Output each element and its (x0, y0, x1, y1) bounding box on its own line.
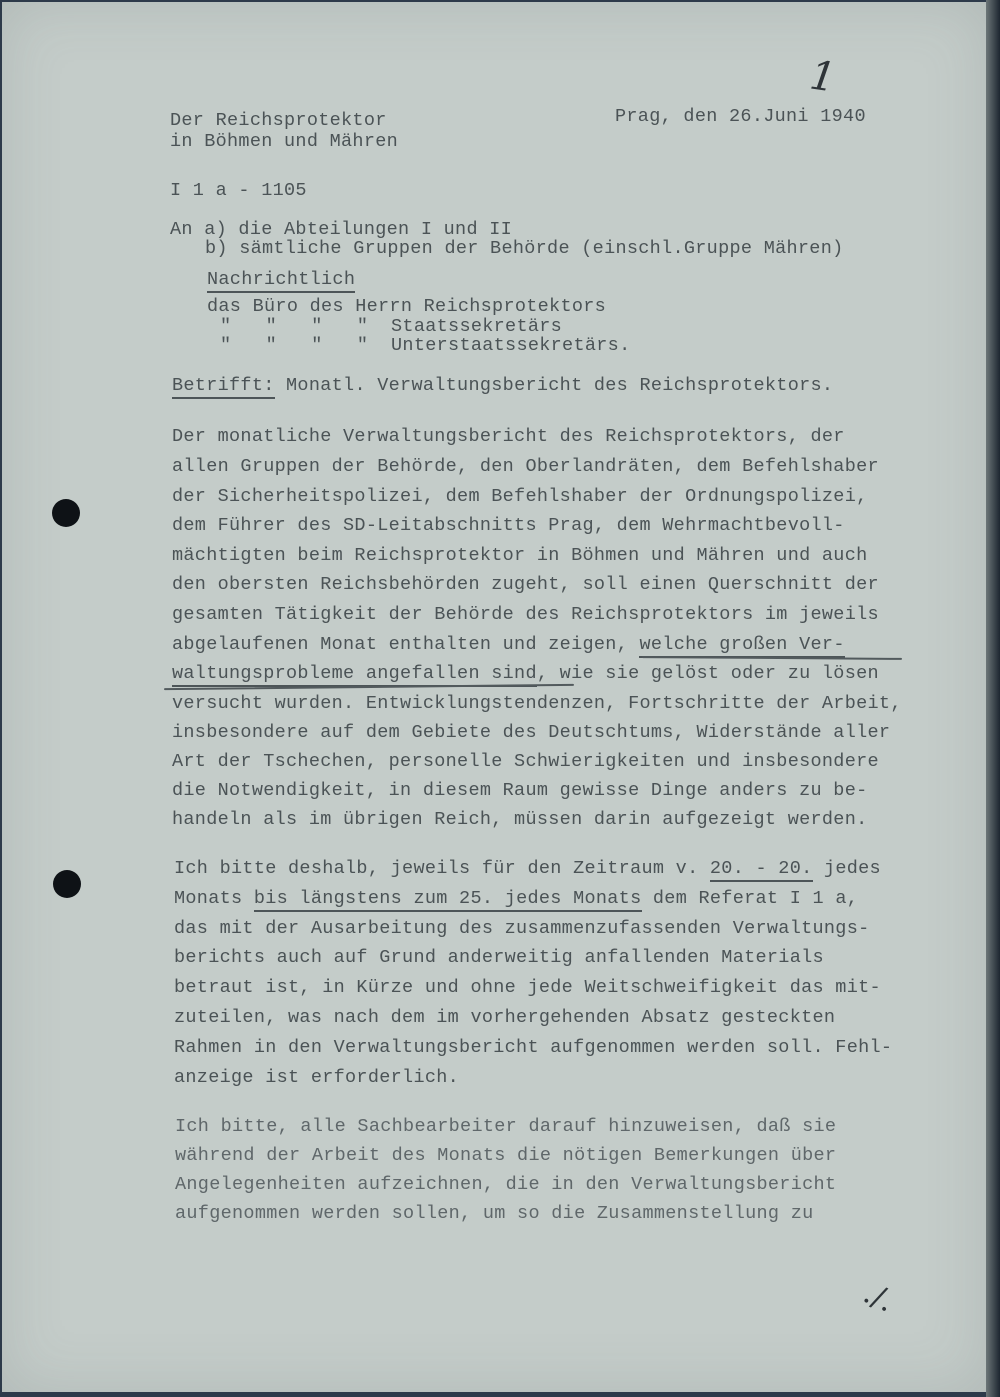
info-line-3: " " " " Unterstaatssekretärs. (220, 335, 631, 356)
paragraph-1-line: Art der Tschechen, personelle Schwierigkeiten und insbesondere (172, 751, 879, 772)
underlined-phrase: bis längstens zum 25. jedes Monats (254, 888, 642, 912)
punch-hole (53, 870, 81, 898)
paragraph-1-line: die Notwendigkeit, in diesem Raum gewisse Dinge anders zu be- (172, 780, 868, 801)
paragraph-1-text: , wie sie gelöst oder zu lösen (536, 663, 879, 684)
paragraph-1-line: den obersten Reichsbehörden zugeht, soll einen Querschnitt der (172, 574, 879, 595)
paragraph-3-line: aufgenommen werden sollen, um so die Zusammenstellung zu (175, 1203, 814, 1224)
paragraph-1-line: mächtigten beim Reichsprotektor in Böhmen und Mähren und auch (172, 545, 868, 566)
paragraph-1-line: der Sicherheitspolizei, dem Befehlshaber der Ordnungspolizei, (172, 486, 868, 507)
paragraph-1-line: gesamten Tätigkeit der Behörde des Reichsprotektors im jeweils (172, 604, 879, 625)
paragraph-1-line: handeln als im übrigen Reich, müssen darin aufgezeigt werden. (172, 809, 868, 830)
paragraph-1-line: versucht wurden. Entwicklungstendenzen, Fortschritte der Arbeit, (172, 693, 902, 714)
paragraph-1-line (172, 663, 879, 684)
info-heading-text: Nachrichtlich (207, 269, 355, 293)
paragraph-3-line: Angelegenheiten aufzeichnen, die in den Verwaltungsbericht (175, 1174, 837, 1195)
info-line-1: das Büro des Herrn Reichsprotektors (207, 296, 607, 317)
paragraph-1-line: insbesondere auf dem Gebiete des Deutschtums, Widerstände aller (172, 722, 891, 743)
paragraph-2-text: Ich bitte deshalb, jeweils für den Zeitraum v. (174, 858, 710, 879)
continuation-mark: ./. (857, 1275, 900, 1320)
paragraph-2-text: jedes (812, 858, 881, 879)
paragraph-1-line: allen Gruppen der Behörde, den Oberlandräten, dem Befehlshaber (172, 456, 879, 477)
page-number-handwritten: 1 (806, 52, 839, 102)
paragraph-2-text: dem Referat I 1 a, (641, 888, 859, 909)
pen-underline-stroke (642, 656, 902, 660)
sender-line-2: in Böhmen und Mähren (170, 131, 399, 152)
info-heading (207, 269, 355, 290)
subject-text: Monatl. Verwaltungsbericht des Reichsprotektors. (286, 375, 834, 396)
punch-hole (52, 499, 80, 527)
underlined-phrase: welche großen Ver- (639, 634, 844, 658)
recipient-line-b: b) sämtliche Gruppen der Behörde (einschl.Gruppe Mähren) (205, 238, 844, 259)
paragraph-2-line (174, 888, 858, 909)
paragraph-1-text: abgelaufenen Monat enthalten und zeigen, (172, 634, 640, 655)
paragraph-2-line: zuteilen, was nach dem im vorhergehenden Absatz gesteckten (174, 1007, 836, 1028)
paragraph-2-line: berichts auch auf Grund anderweitig anfallenden Materials (174, 947, 824, 968)
place-date: Prag, den 26.Juni 1940 (615, 106, 866, 127)
paragraph-1-line (172, 634, 845, 655)
paragraph-2-line: Rahmen in den Verwaltungsbericht aufgenommen werden soll. Fehl- (174, 1037, 893, 1058)
paragraph-1-line: Der monatliche Verwaltungsbericht des Reichsprotektors, der (172, 426, 845, 447)
paragraph-2-line: das mit der Ausarbeitung des zusammenzufassenden Verwaltungs- (174, 918, 870, 939)
paragraph-1-line: dem Führer des SD-Leitabschnitts Prag, dem Wehrmachtbevoll- (172, 515, 845, 536)
paragraph-2-text: Monats (174, 888, 254, 909)
file-reference: I 1 a - 1105 (170, 180, 307, 201)
paragraph-2-line: betraut ist, in Kürze und ohne jede Weitschweifigkeit das mit- (174, 977, 881, 998)
subject-label: Betrifft: (172, 375, 275, 399)
sender-line-1: Der Reichsprotektor (170, 110, 387, 131)
recipient-line-a: An a) die Abteilungen I und II (170, 219, 513, 240)
paragraph-3-line: während der Arbeit des Monats die nötigen Bemerkungen über (175, 1145, 837, 1166)
info-line-2: " " " " Staatssekretärs (220, 316, 563, 337)
scan-background-edge (986, 0, 1000, 1397)
document-page (2, 2, 986, 1392)
paragraph-3-line: Ich bitte, alle Sachbearbeiter darauf hinzuweisen, daß sie (175, 1116, 837, 1137)
subject-line (172, 375, 833, 396)
underlined-phrase: waltungsprobleme angefallen sind (172, 663, 537, 687)
underlined-phrase: 20. - 20. (710, 858, 813, 882)
paragraph-2-line: anzeige ist erforderlich. (174, 1067, 460, 1088)
paragraph-2-line (174, 858, 881, 879)
